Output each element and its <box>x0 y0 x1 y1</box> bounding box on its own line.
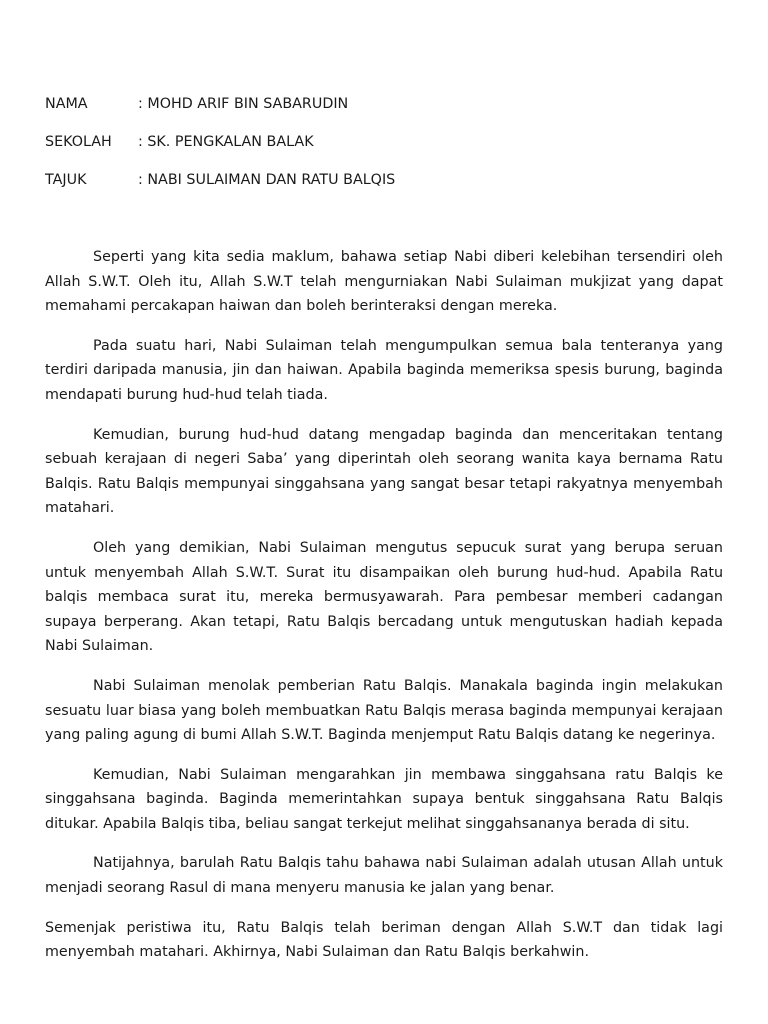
paragraph: Kemudian, burung hud-hud datang mengadap baginda dan menceritakan tentang sebuah kerajaan di negeri Saba’ yang diperintah oleh seorang wanita kaya bernama Ratu Balqis. Ratu Balqis mempunyai singgahsana yang sangat besar tetapi rakyatnya menyembah matahari. <box>45 426 723 517</box>
paragraph: Kemudian, Nabi Sulaiman mengarahkan jin membawa singgahsana ratu Balqis ke singgahsana baginda. Baginda memerintahkan supaya bentuk singgahsana Ratu Balqis ditukar. Apabila Balqis tiba, beliau sangat terkejut melihat singgahsananya berada di situ. <box>45 766 723 832</box>
paragraph: Pada suatu hari, Nabi Sulaiman telah mengumpulkan semua bala tenteranya yang terdiri daripada manusia, jin dan haiwan. Apabila baginda memeriksa spesis burung, baginda mendapati burung hud-hud telah tiada. <box>45 337 723 403</box>
paragraph: Nabi Sulaiman menolak pemberian Ratu Balqis. Manakala baginda ingin melakukan sesuatu luar biasa yang boleh membuatkan Ratu Balqis merasa baginda mempunyai kerajaan yang paling agung di bumi Allah S.W.T. Baginda menjemput Ratu Balqis datang ke negerinya. <box>45 677 723 744</box>
name-row <box>45 94 725 132</box>
paragraph: Oleh yang demikian, Nabi Sulaiman mengutus sepucuk surat yang berupa seruan untuk menyembah Allah S.W.T. Surat itu disampaikan oleh burung hud-hud. Apabila Ratu balqis membaca surat itu, mereka bermusyawarah. Para pembesar memberi cadangan supaya berperang. Akan tetapi, Ratu Balqis bercadang untuk mengutuskan hadiah kepada Nabi Sulaiman. <box>45 539 723 655</box>
school-label: SEKOLAH <box>45 134 112 150</box>
paragraph: Seperti yang kita sedia maklum, bahawa setiap Nabi diberi kelebihan tersendiri oleh Allah S.W.T. Oleh itu, Allah S.W.T telah mengurniakan Nabi Sulaiman mukjizat yang dapat memahami percakapan haiwan dan boleh berinteraksi dengan mereka. <box>45 249 723 315</box>
school-row <box>45 132 725 170</box>
title-label: TAJUK <box>45 172 87 188</box>
name-value: : MOHD ARIF BIN SABARUDIN <box>138 96 349 112</box>
school-value: : SK. PENGKALAN BALAK <box>138 134 314 150</box>
title-row <box>45 170 725 208</box>
paragraph: Semenjak peristiwa itu, Ratu Balqis telah beriman dengan Allah S.W.T dan tidak lagi menyembah matahari. Akhirnya, Nabi Sulaiman dan Ratu Balqis berkahwin. <box>45 919 723 961</box>
paragraph: Natijahnya, barulah Ratu Balqis tahu bahawa nabi Sulaiman adalah utusan Allah untuk menjadi seorang Rasul di mana menyeru manusia ke jalan yang benar. <box>45 855 723 897</box>
title-value: : NABI SULAIMAN DAN RATU BALQIS <box>138 172 396 188</box>
header-block <box>45 94 725 208</box>
essay-body <box>45 245 723 980</box>
name-label: NAMA <box>45 96 88 112</box>
